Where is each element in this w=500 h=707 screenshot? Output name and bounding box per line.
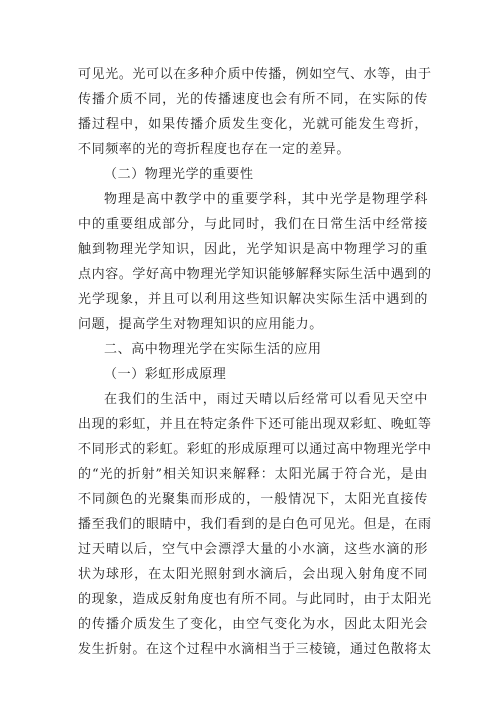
text-line: 不同形式的彩虹。彩虹的形成原理可以通过高中物理光学中 [78,442,432,457]
text-line: 播过程中，如果传播介质发生变化，光就可能发生弯折， [78,117,428,132]
text-line: 出现的彩虹，并且在特定条件下还可能出现双彩虹、晚虹等 [78,417,432,432]
text-line: 问题，提高学生对物理知识的应用能力。 [78,317,323,332]
text-line: 的“光的折射”相关知识来解释：太阳光属于符合光，是由 [78,467,428,482]
text-line: 过天晴以后，空气中会漂浮大量的小水滴，这些水滴的形 [78,542,428,557]
text-line: 可见光。光可以在多种介质中传播，例如空气、水等，由于 [78,67,432,82]
text-line: 中的重要组成部分，与此同时，我们在日常生活中经常接 [78,217,428,232]
section-heading: （二）物理光学的重要性 [104,167,254,182]
text-line: 点内容。学好高中物理光学知识能够解释实际生活中遇到的 [78,267,432,282]
text-line: 触到物理光学知识，因此，光学知识是高中物理学习的重 [78,242,428,257]
text-line: 光学现象，并且可以利用这些知识解决实际生活中遇到的 [78,292,428,307]
text-line: 播至我们的眼睛中，我们看到的是白色可见光。但是，在雨 [78,517,432,532]
text-line: 不同频率的光的弯折程度也存在一定的差异。 [78,142,351,157]
text-line: 的现象，造成反射角度也有所不同。与此同时，由于太阳光 [78,592,432,607]
text-line: 传播介质不同，光的传播速度也会有所不同，在实际的传 [78,92,428,107]
text-line: 状为球形，在太阳光照射到水滴后，会出现入射角度不同 [78,567,428,582]
chapter-heading: 二、高中物理光学在实际生活的应用 [104,342,322,357]
text-line: 的传播介质发生了变化，由空气变化为水，因此太阳光会 [78,617,428,632]
text-line: 不同颜色的光聚集而形成的，一般情况下，太阳光直接传 [78,492,428,507]
text-line: 物理是高中教学中的重要学科，其中光学是物理学科 [104,192,428,207]
text-line: 发生折射。在这个过程中水滴相当于三棱镜，通过色散将太 [78,642,432,657]
document-body [78,62,432,662]
section-heading: （一）彩虹形成原理 [104,367,227,382]
text-line: 在我们的生活中，雨过天晴以后经常可以看见天空中 [104,392,428,407]
